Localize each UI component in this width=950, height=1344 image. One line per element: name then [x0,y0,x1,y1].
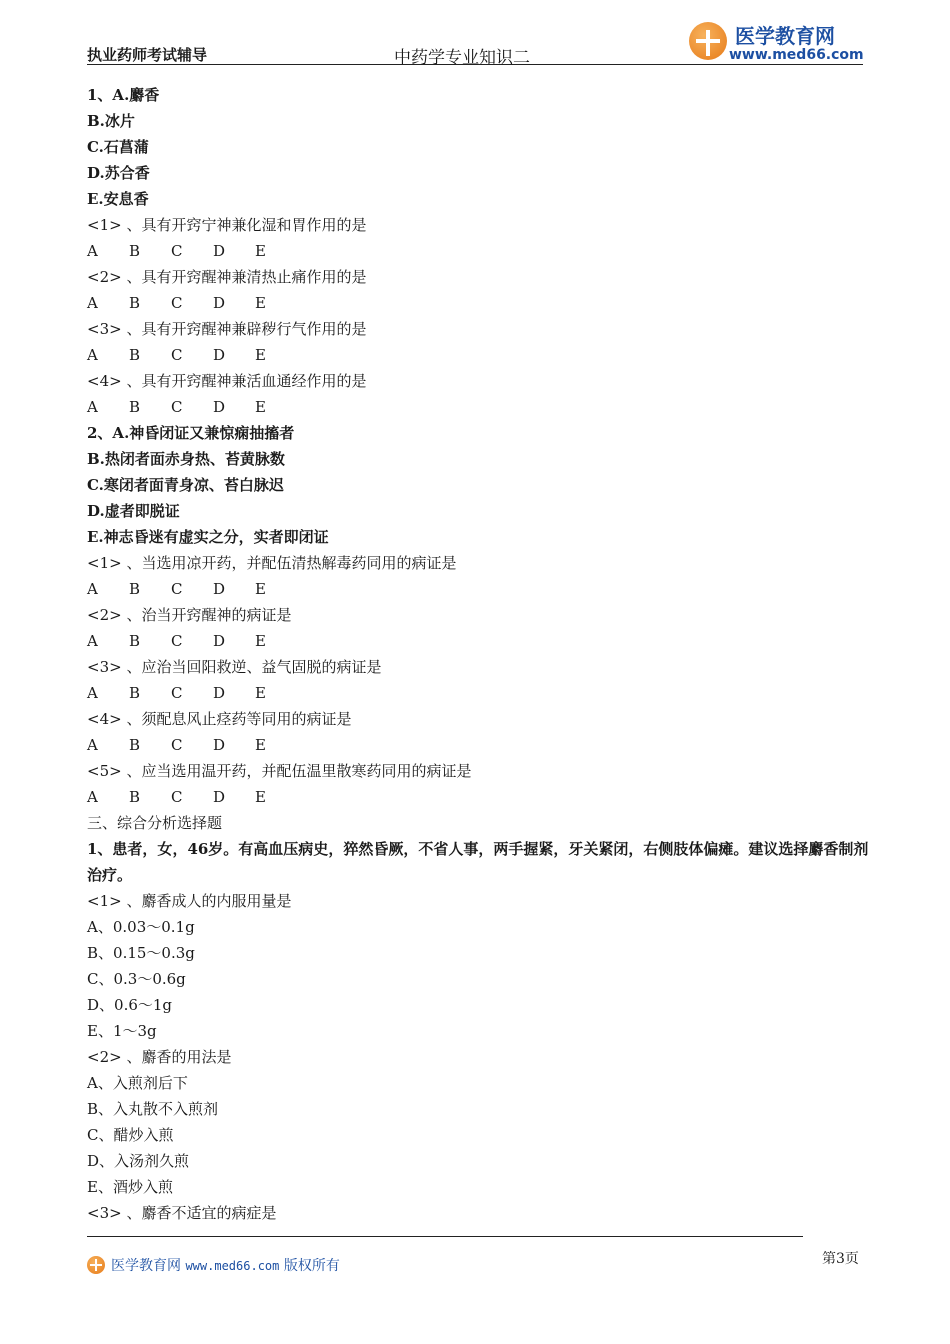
text-line: 2、A.神昏闭证又兼惊痫抽搐者 [87,424,295,442]
answer-option: A [87,294,98,312]
text-line: <4> 、具有开窍醒神兼活血通经作用的是 [87,372,367,390]
footer-logo-icon [87,1256,105,1274]
answer-option: B [129,580,141,598]
answer-options-row [87,394,877,420]
answer-option: C [171,684,183,702]
answer-options-row [87,238,877,264]
text-line: A、入煎剂后下 [87,1074,188,1092]
answer-option: C [171,580,183,598]
text-line: <3> 、应治当回阳救逆、益气固脱的病证是 [87,658,382,676]
answer-option: A [87,736,98,754]
text-line: C、0.3～0.6g [87,970,186,988]
text-line: <4> 、须配息风止痉药等同用的病证是 [87,710,352,728]
document-body [87,82,877,1226]
footer-rights: 版权所有 [283,1258,340,1274]
text-line: E.安息香 [87,190,149,208]
answer-option: B [129,398,141,416]
answer-option: E [255,736,266,754]
answer-option: C [171,398,183,416]
text-line: C.寒闭者面青身凉、苔白脉迟 [87,476,284,494]
header-left-title: 执业药师考试辅导 [87,46,208,64]
answer-option: B [129,346,141,364]
answer-options-row [87,628,877,654]
footer-url: www.med66.com [185,1259,280,1273]
answer-options-row [87,576,877,602]
answer-option: A [87,684,98,702]
answer-options-row [87,680,877,706]
text-line: B.冰片 [87,112,135,130]
text-line: C、醋炒入煎 [87,1126,174,1144]
answer-option: C [171,294,183,312]
text-line: D、0.6～1g [87,996,173,1014]
text-line: B.热闭者面赤身热、苔黄脉数 [87,450,285,468]
answer-option: E [255,398,266,416]
answer-option: E [255,580,266,598]
footer-brand-name: 医学教育网 [111,1258,181,1274]
answer-option: B [129,294,141,312]
logo-url: www.med66.com [729,47,864,63]
text-line: D.虚者即脱证 [87,502,180,520]
text-line: E.神志昏迷有虚实之分，实者即闭证 [87,528,329,546]
answer-option: D [213,242,226,260]
text-line: C.石菖蒲 [87,138,149,156]
footer-divider [87,1236,803,1237]
text-line: <2> 、麝香的用法是 [87,1048,232,1066]
answer-option: A [87,398,98,416]
answer-option: C [171,788,183,806]
text-line: <1> 、具有开窍宁神兼化湿和胃作用的是 [87,216,367,234]
answer-option: E [255,294,266,312]
text-line: E、酒炒入煎 [87,1178,173,1196]
answer-options-row [87,784,877,810]
answer-option: A [87,242,98,260]
answer-option: C [171,346,183,364]
answer-option: E [255,346,266,364]
text-line: <2> 、治当开窍醒神的病证是 [87,606,292,624]
answer-option: C [171,632,183,650]
answer-option: B [129,788,141,806]
text-line: 1、A.麝香 [87,86,160,104]
answer-option: A [87,346,98,364]
answer-options-row [87,342,877,368]
text-line: B、0.15～0.3g [87,944,195,962]
text-line: A、0.03～0.1g [87,918,195,936]
answer-options-row [87,732,877,758]
text-line: <3> 、麝香不适宜的病症是 [87,1204,277,1222]
answer-option: D [213,580,226,598]
answer-option: D [213,736,226,754]
answer-option: B [129,632,141,650]
answer-option: D [213,632,226,650]
answer-option: B [129,242,141,260]
page-number: 第3页 [822,1251,859,1267]
header-center-title: 中药学专业知识二 [394,48,530,68]
text-line: 1、患者，女，46岁。有高血压病史，猝然昏厥，不省人事，两手握紧，牙关紧闭，右侧肢体偏瘫。建议选择麝香制剂治疗。 [87,840,869,884]
text-line: <3> 、具有开窍醒神兼辟秽行气作用的是 [87,320,367,338]
answer-option: D [213,788,226,806]
answer-option: B [129,736,141,754]
answer-option: D [213,346,226,364]
answer-option: E [255,684,266,702]
answer-option: E [255,788,266,806]
answer-options-row [87,290,877,316]
answer-option: C [171,736,183,754]
answer-option: A [87,580,98,598]
text-line: <1> 、当选用凉开药，并配伍清热解毒药同用的病证是 [87,554,457,572]
text-line: <5> 、应当选用温开药，并配伍温里散寒药同用的病证是 [87,762,472,780]
answer-option: B [129,684,141,702]
text-line: <2> 、具有开窍醒神兼清热止痛作用的是 [87,268,367,286]
answer-option: D [213,684,226,702]
answer-option: E [255,242,266,260]
text-line: D.苏合香 [87,164,150,182]
logo-cross-icon [689,22,727,60]
page-header [0,0,950,70]
logo-title: 医学教育网 [735,24,835,48]
text-line: D、入汤剂久煎 [87,1152,190,1170]
answer-option: A [87,788,98,806]
answer-option: D [213,398,226,416]
text-line: <1> 、麝香成人的内服用量是 [87,892,292,910]
text-line: 三、综合分析选择题 [87,814,223,832]
answer-option: A [87,632,98,650]
med66-logo [689,20,869,66]
text-line: E、1～3g [87,1022,157,1040]
answer-option: C [171,242,183,260]
answer-option: D [213,294,226,312]
answer-option: E [255,632,266,650]
text-line: B、入丸散不入煎剂 [87,1100,219,1118]
